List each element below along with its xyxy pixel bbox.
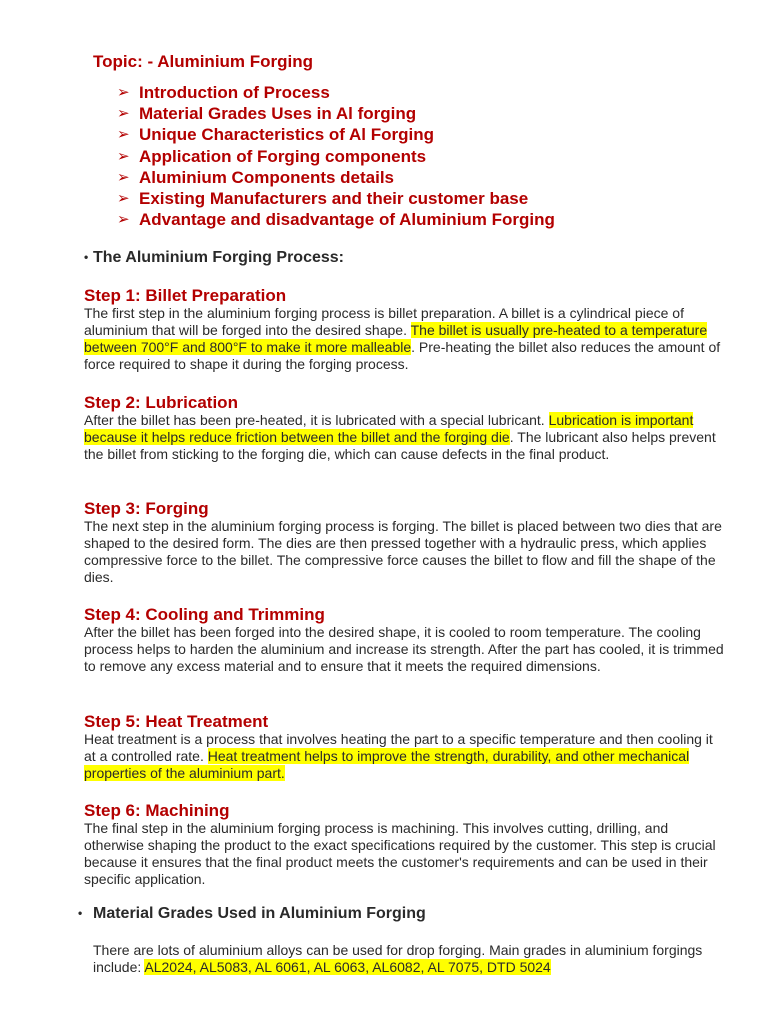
bullet-icon: • xyxy=(78,906,83,920)
step-body xyxy=(84,624,724,675)
outline-item xyxy=(117,188,555,209)
step-text: The final step in the aluminium forging process is machining. This involves cutting, drilling, and otherwise shaping the product to the exact specifications required by the customer. This step is crucial because it ensures that the final product meets the customer's requirements and can be used in their specific application. xyxy=(84,820,716,887)
outline-item xyxy=(117,209,555,230)
step-body xyxy=(84,305,724,373)
outline-item-label: Application of Forging components xyxy=(139,146,427,166)
step-text-after: . The lubricant also helps prevent the billet from sticking to the forging die, which can cause defects in the final product. xyxy=(84,429,716,462)
outline-item-label: Existing Manufacturers and their customer base xyxy=(139,189,529,209)
step-highlight: Lubrication is important because it helps reduce friction between the billet and the forging die xyxy=(84,412,694,445)
step-section xyxy=(84,499,724,586)
step-text-after: . Pre-heating the billet also reduces the amount of force required to shape it during the forging process. xyxy=(84,339,721,372)
step-text: After the billet has been forged into the desired shape, it is cooled to room temperature. The cooling process helps to harden the aluminium and increase its strength. After the part has cooled, it is trimmed to remove any excess material and to ensure that it meets the required dimensions. xyxy=(84,624,724,674)
document-topic: Topic: - Aluminium Forging xyxy=(93,52,314,71)
step-title: Step 3: Forging xyxy=(84,499,209,518)
arrow-bullet-icon: ➢ xyxy=(117,168,130,186)
step-body xyxy=(84,518,724,586)
outline-item xyxy=(117,124,555,145)
step-title: Step 4: Cooling and Trimming xyxy=(84,605,325,624)
step-title: Step 6: Machining xyxy=(84,801,230,820)
step-text: The first step in the aluminium forging process is billet preparation. A billet is a cylindrical piece of aluminium that will be forged into the desired shape. xyxy=(84,305,684,338)
step-highlight: The billet is usually pre-heated to a temperature between 700°F and 800°F to make it more malleable xyxy=(84,322,708,355)
outline-item xyxy=(117,146,555,167)
arrow-bullet-icon: ➢ xyxy=(117,126,130,144)
bullet-icon: • xyxy=(84,250,89,264)
grades-text: There are lots of aluminium alloys can be used for drop forging. Main grades in aluminium forgings include: xyxy=(93,942,703,975)
grades-heading-label: Material Grades Used in Aluminium Forging xyxy=(93,905,426,922)
step-title: Step 5: Heat Treatment xyxy=(84,712,269,731)
arrow-bullet-icon: ➢ xyxy=(117,105,130,123)
step-section xyxy=(84,712,724,782)
arrow-bullet-icon: ➢ xyxy=(117,211,130,229)
outline-item xyxy=(117,82,555,103)
step-section xyxy=(84,286,724,373)
outline-item xyxy=(117,167,555,188)
outline-item-label: Advantage and disadvantage of Aluminium Forging xyxy=(139,210,555,230)
topic-outline-list xyxy=(117,82,555,230)
outline-item-label: Unique Characteristics of Al Forging xyxy=(139,125,435,145)
grades-section-heading xyxy=(78,904,426,924)
grades-highlight: AL2024, AL5083, AL 6061, AL 6063, AL6082, AL 7075, DTD 5024 xyxy=(144,959,551,975)
arrow-bullet-icon: ➢ xyxy=(117,147,130,165)
arrow-bullet-icon: ➢ xyxy=(117,84,130,102)
step-text: After the billet has been pre-heated, it is lubricated with a special lubricant. xyxy=(84,412,549,428)
grades-paragraph xyxy=(93,942,723,976)
outline-item-label: Introduction of Process xyxy=(139,83,330,103)
step-text: Heat treatment is a process that involves heating the part to a specific temperature and then cooling it at a controlled rate. xyxy=(84,731,713,764)
step-title: Step 2: Lubrication xyxy=(84,393,238,412)
step-highlight: Heat treatment helps to improve the strength, durability, and other mechanical properties of the aluminium part. xyxy=(84,748,690,781)
arrow-bullet-icon: ➢ xyxy=(117,190,130,208)
step-text: The next step in the aluminium forging process is forging. The billet is placed between two dies that are shaped to the desired form. The dies are then pressed together with a hydraulic press, which applies compressive force to the billet. The compressive force causes the billet to flow and fill the shape of the dies. xyxy=(84,518,722,585)
outline-item-label: Material Grades Uses in Al forging xyxy=(139,104,417,124)
outline-item-label: Aluminium Components details xyxy=(139,167,395,187)
step-title: Step 1: Billet Preparation xyxy=(84,286,287,305)
step-body xyxy=(84,412,724,463)
step-section xyxy=(84,393,724,463)
process-heading-label: The Aluminium Forging Process: xyxy=(93,249,344,266)
step-section xyxy=(84,801,724,888)
step-body xyxy=(84,820,724,888)
step-body xyxy=(84,731,724,782)
outline-item xyxy=(117,103,555,124)
step-section xyxy=(84,605,724,675)
process-section-heading xyxy=(84,248,344,268)
